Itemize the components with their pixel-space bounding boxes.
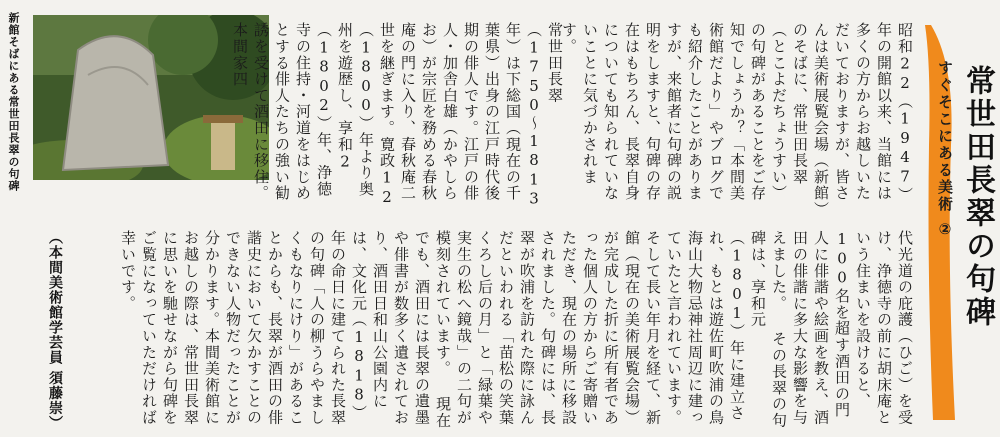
article-title: 常世田長翠の句碑 <box>960 65 995 329</box>
photo-caption: 新館そばにある常世田長翠の句碑 <box>7 12 20 192</box>
paragraph-4-text: その長翠の句碑は、享和元（1801）年に建立され、もとは遊佐町吹浦の鳥海山大物忌神社周辺に建っていたと言われています。そして長い年月を経て、新館（現在の美術展覧会場）が完成した折に所有者であった個人の方からご寄贈いただき、現在の場所に移設されました。句碑には、長翠が吹浦を訪れた際に詠んだといわれる「苗松の笑葉くろし后の月」と「緑葉や実生の松へ鏡哉」の二句が模刻されています。 <box>434 230 788 429</box>
byline: （本間美術館学芸員 須藤崇） <box>47 230 63 431</box>
paragraph-3-text: 代光道の庇護（ひご）を受け、浄徳寺の前に胡床庵という住まいを設けると、100名を超す酒田の門人に俳諧や絵画を教え、酒田の俳諧に多大な影響を与えました。 <box>770 230 914 426</box>
paragraph-1: 昭和22（1947）年の開館以来、当館には多くの方からお越しいただいておりますが、皆さんは美術展覧会場（新館）のそばに、常世田長翠（とこよだちょうすい）の句碑があることをご存知でしょうか？「本間美術館だより」やブログでも紹介したことがありますが、来館者に句碑の説明をしますと、句碑の存在はもちろん、長翠自身についても知られていないことに気づかされます。 <box>560 22 914 211</box>
series-title-text: すぐそこにある美術 <box>936 60 954 213</box>
series-number: ② <box>936 220 954 241</box>
paragraph-3 <box>119 230 915 430</box>
paragraph-2: 常世田長翠（1750〜1813年）は下総国（現在の千葉県）出身の江戸時代後期の俳人です。江戸の俳人・加舎白雄（かやしらお）が宗匠を務める春秋庵の門に入り、春秋庵二世を継ぎます。寛政12（1800）年より奥州を遊歴し、享和2（1802）年、浄徳寺の住持・河道をはじめとする俳人たちの強い勧誘を受けて酒田に移住。本間家四 <box>231 22 564 209</box>
paragraph-5-text: 現在でも、酒田には長翠の遺墨や俳書が数多く遺されており、酒田日和山公園内には、文化元（1818）年の命日に建てられた長翠の句碑「人の柳うらやましくもなりにけり」があることからも、長翠が酒田の俳諧史において欠かすことのできない人物だったことが分かります。本間美術館にお越しの際は、常世田長翠に思いを馳せながら句碑をご覧になっていただければ幸いです。 <box>119 230 452 429</box>
article-body <box>45 22 915 432</box>
series-title <box>935 60 956 240</box>
